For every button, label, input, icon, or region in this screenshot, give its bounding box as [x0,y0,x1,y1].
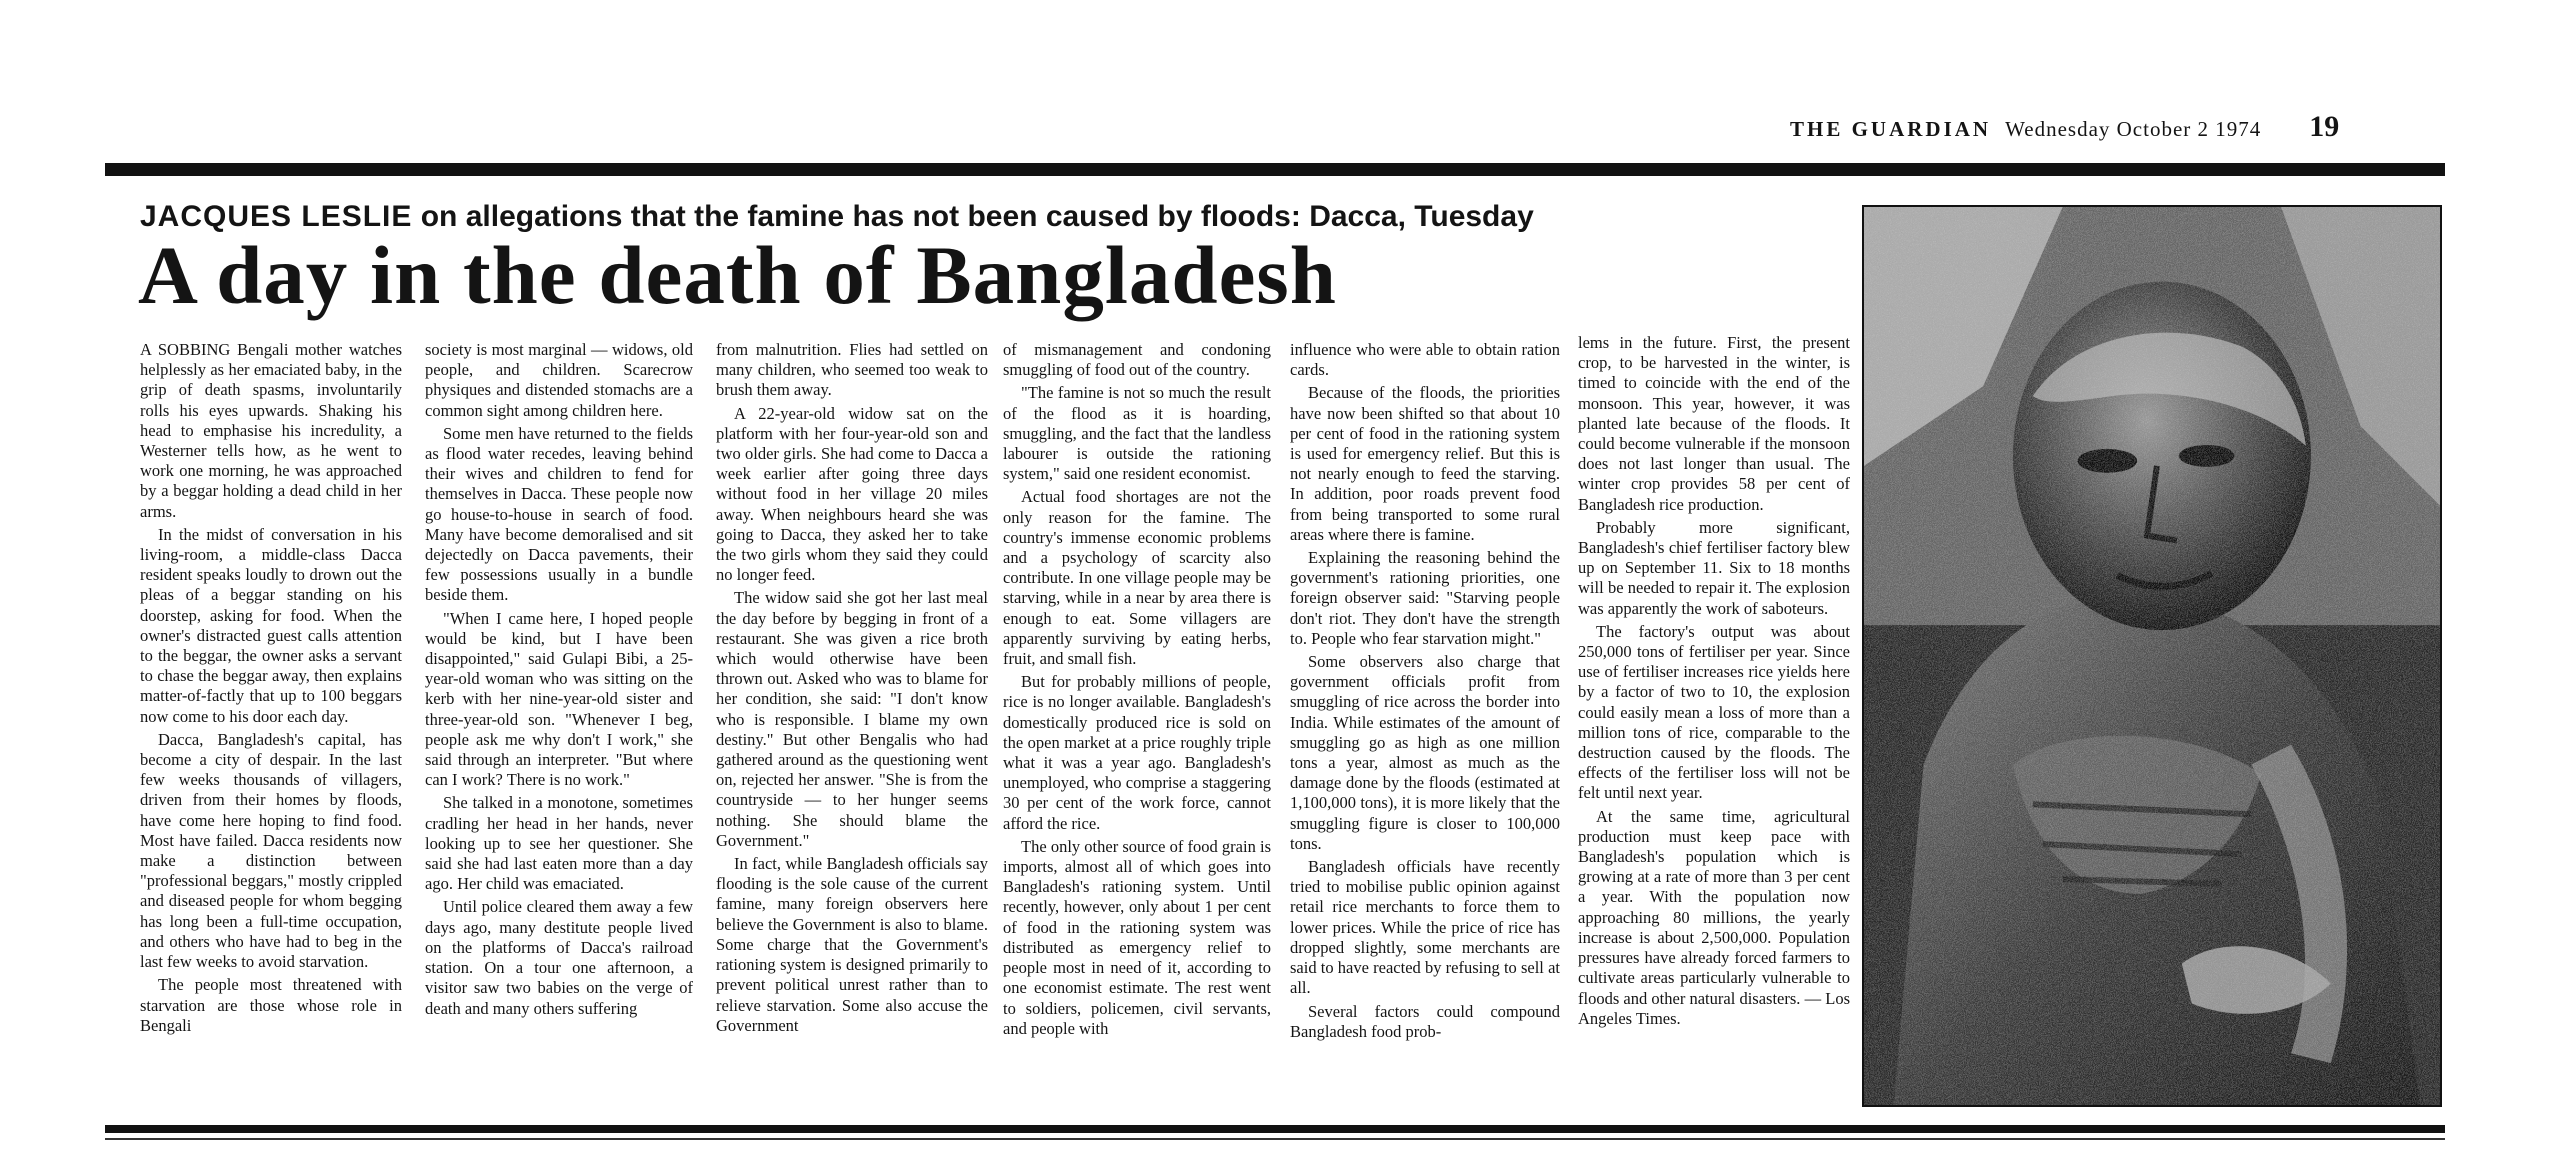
issue-date: Wednesday October 2 1974 [2005,117,2262,141]
paragraph: "When I came here, I hoped people would be kind, but I have been disappointed," said Gulapi Bibi, a 25-year-old woman who was sitting on the kerb with her nine-year-old sister and three-year-old son. "Whenever I beg, people ask me why don't I work," she said through an interpreter. "But where can I work? There is no work." [425,608,693,790]
paragraph: Some observers also charge that government officials profit from smuggling of rice across the border into India. While estimates of the amount of smuggling go as high as one million tons a year, almost as much as the damage done by the floods (estimated at 1,100,000 tons), it is more likely that the smuggling figure is closer to 100,000 tons. [1290,652,1560,853]
paragraph: A SOBBING Bengali mother watches helplessly as her emaciated baby, in the grip of death spasms, involuntarily rolls his eyes upwards. Shaking his head to emphasise his incredulity, a Westerner tells how, as he went to work one morning, he was approached by a beggar holding a dead child in her arms. [140,340,402,521]
paragraph: Bangladesh officials have recently tried to mobilise public opinion against retail rice merchants to force them to lower prices. While the price of rice has dropped slightly, some merchants are said to have reacted by refusing to sell at all. [1290,857,1560,998]
paragraph: "The famine is not so much the result of the flood as it is hoarding, smuggling, and the fact that the landless labourer is outside the rationing system," said one resident economist. [1003,383,1271,484]
paragraph: lems in the future. First, the present crop, to be harvested in the winter, is timed to coincide with the end of the monsoon. This year, however, it was planted late because of the floods. It could become vulnerable if the monsoon does not last longer than usual. The winter crop provides 58 per cent of Bangladesh rice production. [1578,333,1850,514]
byline: JACQUES LESLIE [140,200,413,233]
paragraph: society is most marginal — widows, old people, and children. Scarecrow physiques and distended stomachs are a common sight among children here. [425,340,693,420]
paragraph: But for probably millions of people, rice is no longer available. Bangladesh's domestically produced rice is sold on the open market at a price roughly triple what it was a year ago. Bangladesh's unemployed, who comprise a staggering 30 per cent of the work force, cannot afford the rice. [1003,672,1271,833]
masthead [1790,110,2490,160]
article-column-4 [1003,340,1271,1116]
bottom-rule-thin [105,1138,2445,1140]
paragraph: from malnutrition. Flies had settled on many children, who seemed too weak to brush them away. [716,340,988,400]
newspaper-name: THE GUARDIAN [1790,117,1992,141]
paragraph: The widow said she got her last meal the day before by begging in front of a restaurant. She was given a rice broth which would otherwise have been thrown out. Asked who was to blame for her condition, she said: "I don't know who is responsible. I blame my own destiny." But other Bengalis who had gathered around as the questioning went on, rejected her answer. "She is from the countryside — to her hunger seems nothing. She should blame the Government." [716,588,988,850]
article-column-1 [140,340,402,1116]
paragraph: influence who were able to obtain ration cards. [1290,340,1560,380]
article-column-3 [716,340,988,1116]
paragraph: Until police cleared them away a few days ago, many destitute people lived on the platforms of Dacca's railroad station. On a tour one afternoon, a visitor saw two babies on the verge of death and many others suffering [425,897,693,1018]
kicker-text: on allegations that the famine has not been caused by floods: Dacca, Tuesday [420,200,1534,233]
paragraph: Probably more significant, Bangladesh's chief fertiliser factory blew up on September 11. Six to 18 months will be needed to repair it. The explosion was apparently the work of saboteurs. [1578,517,1850,618]
paragraph: Because of the floods, the priorities have now been shifted so that about 10 per cent of food in the rationing system is used for emergency relief. But this is not nearly enough to feed the starving. In addition, poor roads prevent food from being transported to some rural areas where there is famine. [1290,383,1560,544]
paragraph: Dacca, Bangladesh's capital, has become a city of despair. In the last few weeks thousands of villagers, driven from their homes by floods, have come here hoping to find food. Most have failed. Dacca residents now make a distinction between "professional beggars," mostly crippled and diseased people for whom begging has long been a full-time occupation, and others who have had to beg in the last few weeks to avoid starvation. [140,729,402,972]
bottom-rule [105,1125,2445,1133]
paragraph: The people most threatened with starvation are those whose role in Bengali [140,975,402,1035]
paragraph: Several factors could compound Bangladesh food prob- [1290,1001,1560,1041]
paragraph: At the same time, agricultural production must keep pace with Bangladesh's population which is growing at a rate of more than 3 per cent a year. With the population now approaching 80 millions, the yearly increase is about 2,500,000. Population pressures have already forced farmers to cultivate areas particularly vulnerable to floods and other natural disasters. — Los Angeles Times. [1578,806,1850,1028]
paragraph: In the midst of conversation in his living-room, a middle-class Dacca resident speaks loudly to drown out the pleas of a beggar standing on his doorstep, asking for food. When the owner's distracted guest calls attention to the beggar, the owner asks a servant to chase the beggar away, then explains matter-of-factly that up to 100 beggars now come to his door each day. [140,524,402,726]
article-column-5 [1290,340,1560,1116]
paragraph: A 22-year-old widow sat on the platform with her four-year-old son and two older girls. She had come to Dacca a week earlier after going three days without food in her village 20 miles away. When neighbours heard she was going to Dacca, they asked her to take the two girls whom they said they could no longer feed. [716,403,988,585]
paragraph: Explaining the reasoning behind the government's rationing priorities, one foreign observer said: "Starving people don't riot. They don't have the strength to. People who fear starvation might." [1290,548,1560,648]
paragraph: The factory's output was about 250,000 tons of fertiliser per year. Since use of fertiliser increases rice yields here by a factor of two to 10, the explosion could easily mean a loss of more than a million tons of rice, comparable to the destruction caused by the floods. The effects of the fertiliser loss will not be felt until next year. [1578,621,1850,803]
paragraph: of mismanagement and condoning smuggling of food out of the country. [1003,340,1271,380]
paragraph: In fact, while Bangladesh officials say flooding is the sole cause of the current famine, many foreign observers here believe the Government is also to blame. Some charge that the Government's rationing system is designed primarily to prevent political unrest rather than to relieve starvation. Some also accuse the Government [716,854,988,1035]
paragraph: Some men have returned to the fields as flood water recedes, leaving behind their wives and children to fend for themselves in Dacca. These people now go house-to-house in search of food. Many have become demoralised and sit dejectedly on Dacca pavements, their few possessions usually in a bundle beside them. [425,423,693,605]
photo-image [1864,207,2440,1105]
top-rule [105,163,2445,176]
article-column-6 [1578,333,1850,1109]
paragraph: She talked in a monotone, sometimes cradling her head in her hands, never looking up to see her questioner. She said she had last eaten more than a day ago. Her child was emaciated. [425,793,693,894]
page-number: 19 [2309,110,2340,143]
headline: A day in the death of Bangladesh [138,229,1337,321]
paragraph: The only other source of food grain is imports, almost all of which goes into Bangladesh's rationing system. Until recently, however, only about 1 per cent of food in the rationing system was distributed as emergency relief to people most in need of it, according to one economist estimate. The rest went to soldiers, policemen, civil servants, and people with [1003,836,1271,1038]
paragraph: Actual food shortages are not the only reason for the famine. The country's immense economic problems and a psychology of scarcity also contribute. In one village people may be starving, while in a near by area there is enough to eat. Some villagers are apparently surviving by eating herbs, fruit, and small fish. [1003,487,1271,669]
famine-victim-photo [1862,205,2442,1107]
article-column-2 [425,340,693,1116]
